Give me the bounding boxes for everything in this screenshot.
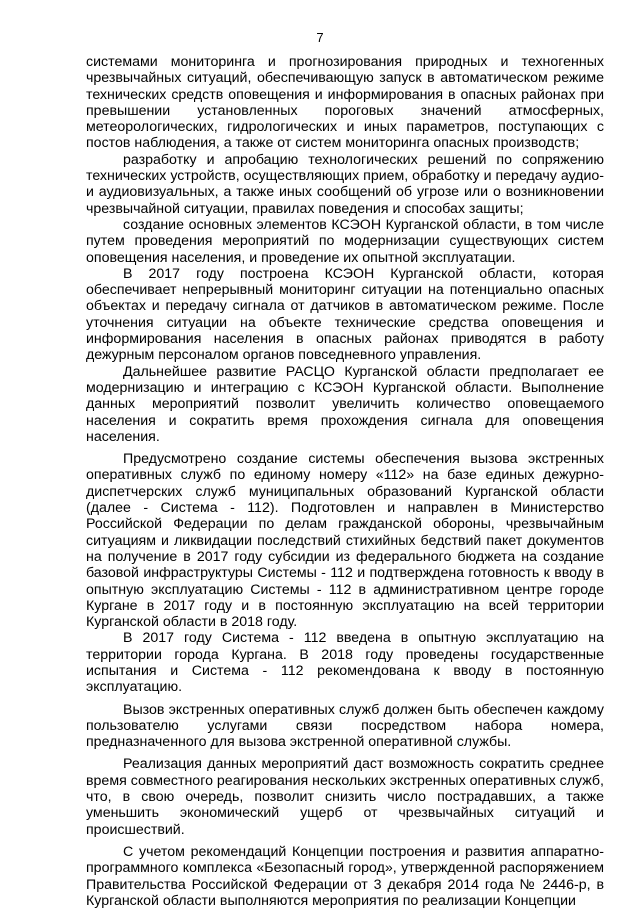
- paragraph-safe-city-concept: С учетом рекомендаций Концепции построения и развития аппаратно-программного комплекса «Безопасный город», утвержденной распоряжением Правительства Российской Федерации от 3 декабря 2014 года № 2446-р, в Курганской области выполняются мероприятия по реализации Концепции: [86, 843, 604, 909]
- page-number: 7: [316, 30, 324, 45]
- paragraph-response-time: Реализация данных мероприятий даст возможность сократить среднее время совместного реагирования нескольких экстренных оперативных служб, что, в свою очередь, позволит снизить число пострадавших, а также уменьшить экономический ущерб от чрезвычайных ситуаций и происшествий.: [86, 756, 604, 838]
- paragraph-ksseon-elements: создание основных элементов КСЭОН Курганской области, в том числе путем проведения мероприятий по модернизации существующих систем оповещения населения, и проведение их опытной эксплуатации.: [86, 216, 604, 266]
- paragraph-system-112: Предусмотрено создание системы обеспечения вызова экстренных оперативных служб по единому номеру «112» на базе единых дежурно-диспетчерских служб муниципальных образований Курганской области (далее - Система - 112). Подготовлен и направлен в Министерство Российской Федерации по делам гражданской обороны, чрезвычайным ситуациям и ликвидации последствий стихийных бедствий пакет документов на получение в 2017 году субсидии из федерального бюджета на создание базовой инфраструктуры Системы - 112 и подтверждена готовность к вводу в опытную эксплуатацию Системы - 112 в административном центре городе Кургане в 2017 году и в постоянную эксплуатацию на всей территории Курганской области в 2018 году.: [86, 451, 604, 631]
- paragraph-monitoring-systems: системами мониторинга и прогнозирования природных и техногенных чрезвычайных ситуаций, обеспечивающую запуск в автоматическом режиме технических средств оповещения и информирования в опасных районах при превышении установленных пороговых значений атмосферных, метеорологических, гидрологических и иных параметров, поступающих с постов наблюдения, а также от систем мониторинга опасных производств;: [86, 54, 604, 152]
- paragraph-rasco-development: Дальнейшее развитие РАСЦО Курганской области предполагает ее модернизацию и интеграцию с КСЭОН Курганской области. Выполнение данных мероприятий позволит увеличить количество оповещаемого населения и сократить время прохождения сигнала для оповещения населения.: [86, 363, 604, 445]
- paragraph-emergency-call: Вызов экстренных оперативных служб должен быть обеспечен каждому пользователю услугами связи посредством набора номера, предназначенного для вызова экстренной оперативной службы.: [86, 701, 604, 751]
- paragraph-technology-solutions: разработку и апробацию технологических решений по сопряжению технических устройств, осуществляющих прием, обработку и передачу аудио- и аудиовизуальных, а также иных сообщений об угрозе или о возникновении чрезвычайной ситуации, правилах поведения и способах защиты;: [86, 151, 604, 217]
- document-body: [86, 54, 604, 909]
- paragraph-ksseon-2017: В 2017 году построена КСЭОН Курганской области, которая обеспечивает непрерывный мониторинг ситуации на потенциально опасных объектах и передачу сигнала от датчиков в автоматическом режиме. После уточнения ситуации на объекте технические средства оповещения и информирования населения в опасных районах приводятся в работу дежурным персоналом органов повседневного управления.: [86, 265, 604, 364]
- paragraph-system-112-trial: В 2017 году Система - 112 введена в опытную эксплуатацию на территории города Кургана. В 2018 году проведены государственные испытания и Система - 112 рекомендована к вводу в постоянную эксплуатацию.: [86, 630, 604, 696]
